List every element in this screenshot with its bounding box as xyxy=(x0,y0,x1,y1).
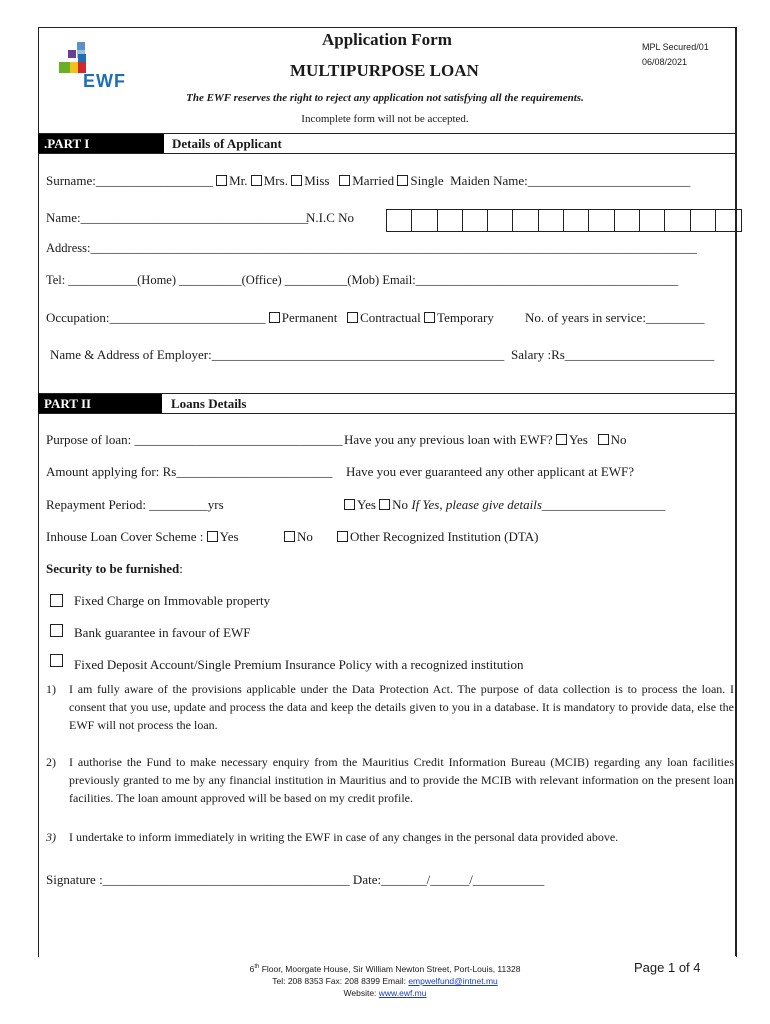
prev-loan-yes-label: Yes xyxy=(568,432,588,447)
footer-address-block xyxy=(200,961,570,999)
footer-email-link[interactable]: empwelfund@intnet.mu xyxy=(408,975,498,986)
security1-label: Fixed Charge on Immovable property xyxy=(74,593,271,608)
permanent-label: Permanent xyxy=(281,310,338,325)
part2-label: PART II xyxy=(38,394,162,413)
declaration-1-number: 1) xyxy=(46,682,56,696)
if-yes-field[interactable]: ___________________ xyxy=(541,497,666,512)
prev-loan-yes-checkbox[interactable] xyxy=(556,434,567,445)
guaranteed-answer-row xyxy=(344,497,665,513)
repayment-field[interactable]: Repayment Period: _________yrs xyxy=(46,497,224,512)
declaration-2-number: 2) xyxy=(46,755,56,769)
purpose-field[interactable]: Purpose of loan: ________________________________ xyxy=(46,432,343,447)
surname-field[interactable]: Surname:__________________ xyxy=(46,173,213,188)
ref-code: MPL Secured/01 xyxy=(642,42,709,52)
mrs-checkbox[interactable] xyxy=(251,175,262,186)
address-field[interactable]: Address:_________________________________________________________________________________________________ xyxy=(46,241,697,255)
part1-header xyxy=(38,133,735,154)
footer-website-label: Website: xyxy=(343,987,379,998)
inhouse-no-group xyxy=(284,529,313,545)
prev-loan-no-checkbox[interactable] xyxy=(598,434,609,445)
part2-title: Loans Details xyxy=(171,396,247,411)
employer-field[interactable]: Name & Address of Employer:_____________________________________________ xyxy=(50,347,505,362)
inhouse-no-checkbox[interactable] xyxy=(284,531,295,542)
security3-label: Fixed Deposit Account/Single Premium Insurance Policy with a recognized institution xyxy=(74,657,524,672)
temporary-label: Temporary xyxy=(437,310,494,325)
mr-checkbox[interactable] xyxy=(216,175,227,186)
inhouse-label: Inhouse Loan Cover Scheme : xyxy=(46,529,204,544)
ref-date: 06/08/2021 xyxy=(642,57,688,67)
footer-floor-number: 6 xyxy=(249,963,255,974)
guaranteed-question: Have you ever guaranteed any other applicant at EWF? xyxy=(346,464,635,479)
logo-text: EWF xyxy=(83,71,126,91)
prev-loan-question: Have you any previous loan with EWF? xyxy=(344,432,553,447)
mrs-label: Mrs. xyxy=(263,173,288,188)
security-title: Security to be furnished xyxy=(46,561,180,576)
prev-loan-no-label: No xyxy=(610,432,627,447)
declaration-2-text: I authorise the Fund to make necessary enquiry from the Mauritius Credit Information Bureau (MCIB) regarding any loan facilities previously granted to me by any financial institution in Mauritius and to provide the MCIB with relevant information on the present loan facilities. The loan amount approved will be based on my credit profile. xyxy=(69,755,734,805)
guaranteed-no-label: No xyxy=(392,497,409,512)
mr-label: Mr. xyxy=(229,173,248,188)
part2-header xyxy=(38,393,735,414)
inhouse-yes-label: Yes xyxy=(219,529,239,544)
security2-checkbox[interactable] xyxy=(50,624,63,637)
footer-website xyxy=(200,987,570,999)
other-inst-checkbox[interactable] xyxy=(337,531,348,542)
footer-contact xyxy=(200,975,570,987)
signature-date-row[interactable]: Signature :______________________________________ Date:_______/______/___________ xyxy=(46,872,545,887)
guaranteed-yes-label: Yes xyxy=(357,497,376,512)
notice-incomplete: Incomplete form will not be accepted. xyxy=(301,113,469,125)
notice-reject: The EWF reserves the right to reject any application not satisfying all the requirements. xyxy=(186,92,584,104)
part1-label: .PART I xyxy=(38,134,164,153)
permanent-checkbox[interactable] xyxy=(269,312,280,323)
other-inst-group xyxy=(337,529,539,545)
form-title: Application Form xyxy=(322,30,452,49)
form-border xyxy=(38,27,737,957)
page-number: Page 1 of 4 xyxy=(634,960,701,975)
surname-row xyxy=(46,173,690,189)
name-field[interactable]: Name:___________________________________ xyxy=(46,210,309,225)
declaration-1-text: I am fully aware of the provisions applicable under the Data Protection Act. The purpose of data collection is to process the loan. I consent that you use, update and process the data and keep the details given to you in a database. It is mandatory to provide data, else the EWF will not process the loan. xyxy=(69,682,734,732)
footer-address xyxy=(200,961,570,975)
single-label: Single xyxy=(410,173,444,188)
form-subtitle: MULTIPURPOSE LOAN xyxy=(290,61,479,80)
footer-floor-suffix: th xyxy=(254,964,260,970)
if-yes-label: If Yes, please give details xyxy=(411,497,542,512)
salary-field[interactable]: Salary :Rs_______________________ xyxy=(511,347,715,362)
contractual-label: Contractual xyxy=(360,310,421,325)
security3-checkbox[interactable] xyxy=(50,654,63,667)
nic-label: N.I.C No xyxy=(306,210,355,225)
other-inst-label: Other Recognized Institution (DTA) xyxy=(350,529,539,544)
inhouse-yes-checkbox[interactable] xyxy=(207,531,218,542)
occupation-row xyxy=(46,310,494,326)
footer-phone-fax: Tel: 208 8353 Fax: 208 8399 Email: xyxy=(272,975,409,986)
guaranteed-yes-checkbox[interactable] xyxy=(344,499,355,510)
security-colon: : xyxy=(179,561,183,576)
temporary-checkbox[interactable] xyxy=(424,312,435,323)
declaration-3-text: I undertake to inform immediately in writing the EWF in case of any changes in the personal data provided above. xyxy=(69,830,619,844)
single-checkbox[interactable] xyxy=(397,175,408,186)
security-heading xyxy=(46,561,183,577)
prev-loan-row xyxy=(344,432,627,448)
miss-label: Miss xyxy=(304,173,330,188)
years-service-field[interactable]: No. of years in service:_________ xyxy=(525,310,705,325)
married-checkbox[interactable] xyxy=(339,175,350,186)
security1-checkbox[interactable] xyxy=(50,594,63,607)
declaration-3-number: 3) xyxy=(46,830,56,844)
footer-address-text: Floor, Moorgate House, Sir William Newton Street, Port-Louis, 11328 xyxy=(259,963,521,974)
part1-title: Details of Applicant xyxy=(172,136,282,151)
form-border-right xyxy=(735,27,736,956)
ewf-logo xyxy=(56,42,136,94)
tel-row[interactable]: Tel: ___________(Home) __________(Office) __________(Mob) Email:__________________________________________ xyxy=(46,273,679,287)
married-label: Married xyxy=(352,173,395,188)
guaranteed-no-checkbox[interactable] xyxy=(379,499,390,510)
nic-boxes[interactable] xyxy=(386,209,742,232)
miss-checkbox[interactable] xyxy=(291,175,302,186)
occupation-field[interactable]: Occupation:________________________ xyxy=(46,310,266,325)
contractual-checkbox[interactable] xyxy=(347,312,358,323)
security2-label: Bank guarantee in favour of EWF xyxy=(74,625,251,640)
maiden-name-field[interactable]: Maiden Name:_________________________ xyxy=(450,173,691,188)
inhouse-row xyxy=(46,529,239,545)
footer-website-link[interactable]: www.ewf.mu xyxy=(378,987,427,998)
amount-field[interactable]: Amount applying for: Rs________________________ xyxy=(46,464,333,479)
inhouse-no-label: No xyxy=(297,529,313,544)
